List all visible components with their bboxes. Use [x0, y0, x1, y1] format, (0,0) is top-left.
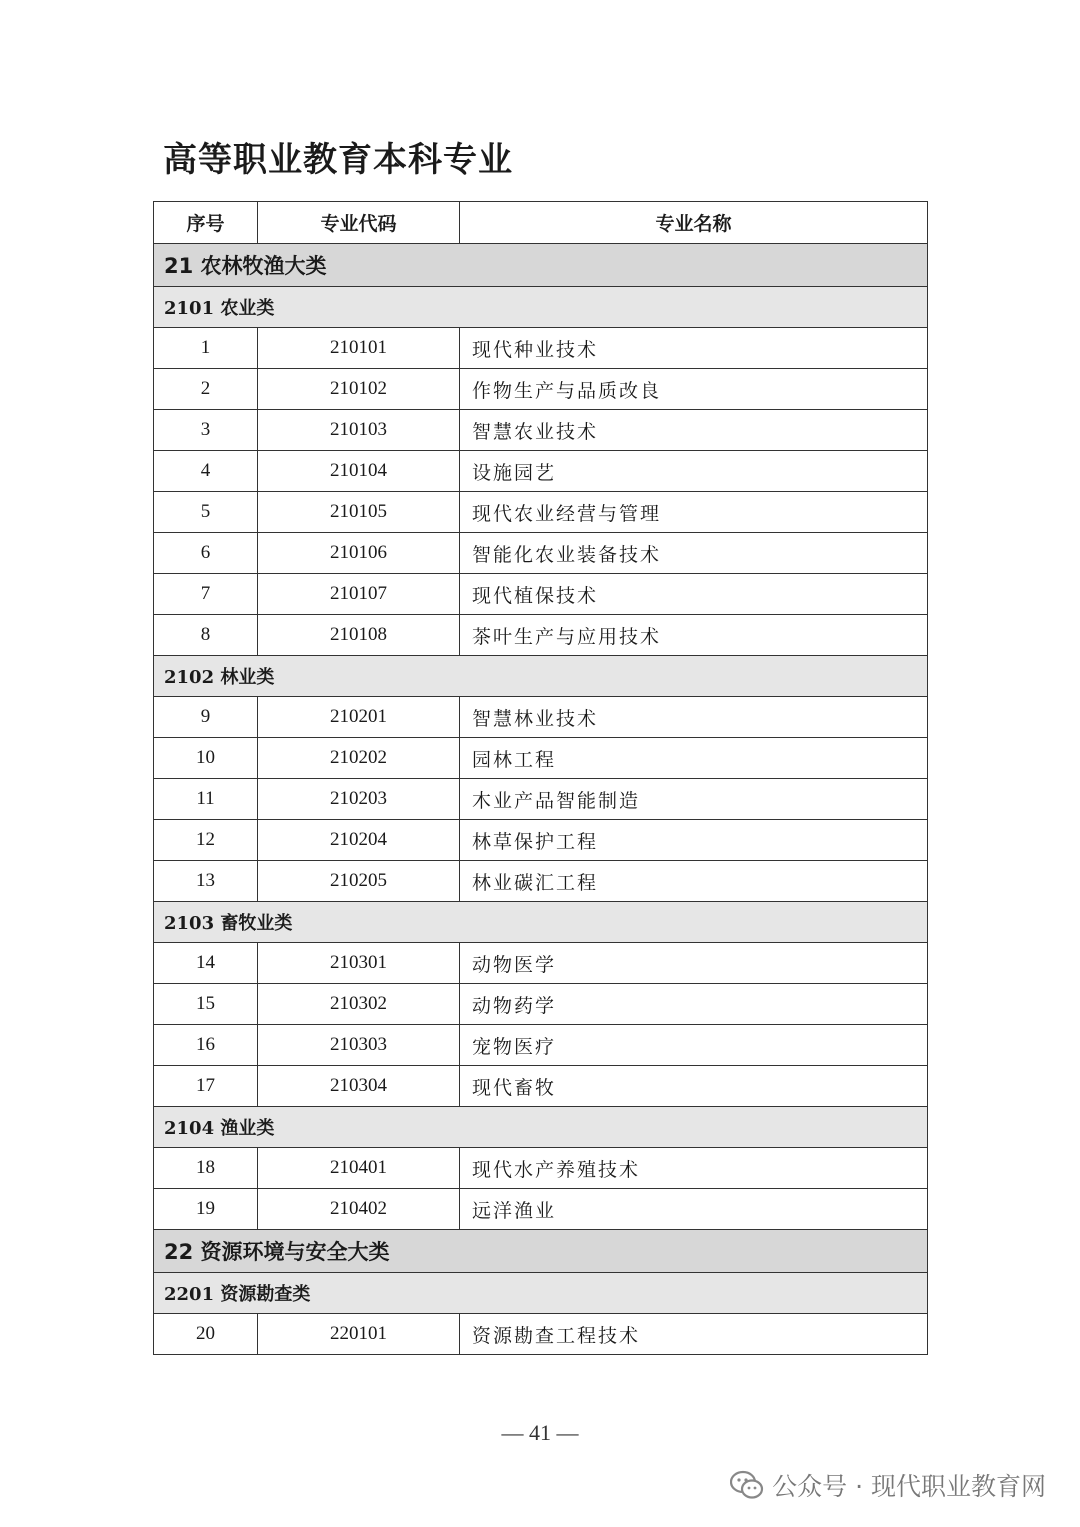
- seq-cell: 5: [154, 492, 258, 533]
- header-code: 专业代码: [258, 202, 460, 244]
- subcategory-row: [154, 656, 928, 697]
- subcategory-label: 2103 畜牧业类: [154, 902, 928, 943]
- name-cell: 资源勘查工程技术: [460, 1314, 928, 1355]
- table-row: [154, 1314, 928, 1355]
- code-cell: 210204: [258, 820, 460, 861]
- subcategory-row: [154, 1273, 928, 1314]
- name-cell: 智慧农业技术: [460, 410, 928, 451]
- seq-cell: 8: [154, 615, 258, 656]
- table-row: [154, 328, 928, 369]
- category-label: 22 资源环境与安全大类: [154, 1230, 928, 1273]
- name-cell: 林业碳汇工程: [460, 861, 928, 902]
- page-number: — 41 —: [501, 1420, 579, 1445]
- code-cell: 210303: [258, 1025, 460, 1066]
- subcategory-label: 2104 渔业类: [154, 1107, 928, 1148]
- seq-cell: 3: [154, 410, 258, 451]
- code-cell: 210302: [258, 984, 460, 1025]
- code-cell: 220101: [258, 1314, 460, 1355]
- code-cell: 210301: [258, 943, 460, 984]
- watermark: [730, 1467, 1046, 1503]
- table-row: [154, 615, 928, 656]
- page-title: 高等职业教育本科专业: [163, 140, 513, 180]
- name-cell: 茶叶生产与应用技术: [460, 615, 928, 656]
- category-row: [154, 1230, 928, 1273]
- table-row: [154, 1066, 928, 1107]
- name-cell: 园林工程: [460, 738, 928, 779]
- name-cell: 设施园艺: [460, 451, 928, 492]
- table-row: [154, 1148, 928, 1189]
- subcategory-label: 2101 农业类: [154, 287, 928, 328]
- category-row: [154, 244, 928, 287]
- code-cell: 210304: [258, 1066, 460, 1107]
- name-cell: 现代种业技术: [460, 328, 928, 369]
- subcategory-row: [154, 287, 928, 328]
- code-cell: 210107: [258, 574, 460, 615]
- table-row: [154, 1025, 928, 1066]
- table-row: [154, 574, 928, 615]
- name-cell: 宠物医疗: [460, 1025, 928, 1066]
- header-seq: 序号: [154, 202, 258, 244]
- category-label: 21 农林牧渔大类: [154, 244, 928, 287]
- code-cell: 210101: [258, 328, 460, 369]
- table-row: [154, 820, 928, 861]
- watermark-text: 公众号 · 现代职业教育网: [772, 1472, 1046, 1501]
- name-cell: 林草保护工程: [460, 820, 928, 861]
- name-cell: 作物生产与品质改良: [460, 369, 928, 410]
- table-row: [154, 861, 928, 902]
- subcategory-label: 2102 林业类: [154, 656, 928, 697]
- table-row: [154, 451, 928, 492]
- subcategory-label: 2201 资源勘查类: [154, 1273, 928, 1314]
- table-row: [154, 410, 928, 451]
- seq-cell: 14: [154, 943, 258, 984]
- name-cell: 现代植保技术: [460, 574, 928, 615]
- seq-cell: 18: [154, 1148, 258, 1189]
- seq-cell: 1: [154, 328, 258, 369]
- name-cell: 智慧林业技术: [460, 697, 928, 738]
- seq-cell: 15: [154, 984, 258, 1025]
- table-header-row: [154, 202, 928, 244]
- seq-cell: 10: [154, 738, 258, 779]
- name-cell: 木业产品智能制造: [460, 779, 928, 820]
- name-cell: 现代畜牧: [460, 1066, 928, 1107]
- seq-cell: 2: [154, 369, 258, 410]
- table-row: [154, 533, 928, 574]
- seq-cell: 16: [154, 1025, 258, 1066]
- code-cell: 210108: [258, 615, 460, 656]
- name-cell: 动物医学: [460, 943, 928, 984]
- seq-cell: 7: [154, 574, 258, 615]
- code-cell: 210105: [258, 492, 460, 533]
- code-cell: 210104: [258, 451, 460, 492]
- name-cell: 现代农业经营与管理: [460, 492, 928, 533]
- table-row: [154, 738, 928, 779]
- code-cell: 210402: [258, 1189, 460, 1230]
- seq-cell: 20: [154, 1314, 258, 1355]
- table-row: [154, 779, 928, 820]
- code-cell: 210103: [258, 410, 460, 451]
- seq-cell: 12: [154, 820, 258, 861]
- seq-cell: 19: [154, 1189, 258, 1230]
- code-cell: 210401: [258, 1148, 460, 1189]
- table-row: [154, 984, 928, 1025]
- code-cell: 210205: [258, 861, 460, 902]
- table-row: [154, 943, 928, 984]
- code-cell: 210106: [258, 533, 460, 574]
- header-name: 专业名称: [460, 202, 928, 244]
- name-cell: 现代水产养殖技术: [460, 1148, 928, 1189]
- code-cell: 210202: [258, 738, 460, 779]
- code-cell: 210203: [258, 779, 460, 820]
- seq-cell: 4: [154, 451, 258, 492]
- seq-cell: 6: [154, 533, 258, 574]
- seq-cell: 13: [154, 861, 258, 902]
- subcategory-row: [154, 902, 928, 943]
- subcategory-row: [154, 1107, 928, 1148]
- table-row: [154, 697, 928, 738]
- code-cell: 210201: [258, 697, 460, 738]
- majors-table: [153, 201, 928, 1355]
- code-cell: 210102: [258, 369, 460, 410]
- name-cell: 动物药学: [460, 984, 928, 1025]
- wechat-icon: [730, 1470, 764, 1500]
- name-cell: 智能化农业装备技术: [460, 533, 928, 574]
- seq-cell: 17: [154, 1066, 258, 1107]
- table-row: [154, 1189, 928, 1230]
- table-body: [154, 244, 928, 1355]
- table-row: [154, 492, 928, 533]
- seq-cell: 9: [154, 697, 258, 738]
- table-row: [154, 369, 928, 410]
- seq-cell: 11: [154, 779, 258, 820]
- name-cell: 远洋渔业: [460, 1189, 928, 1230]
